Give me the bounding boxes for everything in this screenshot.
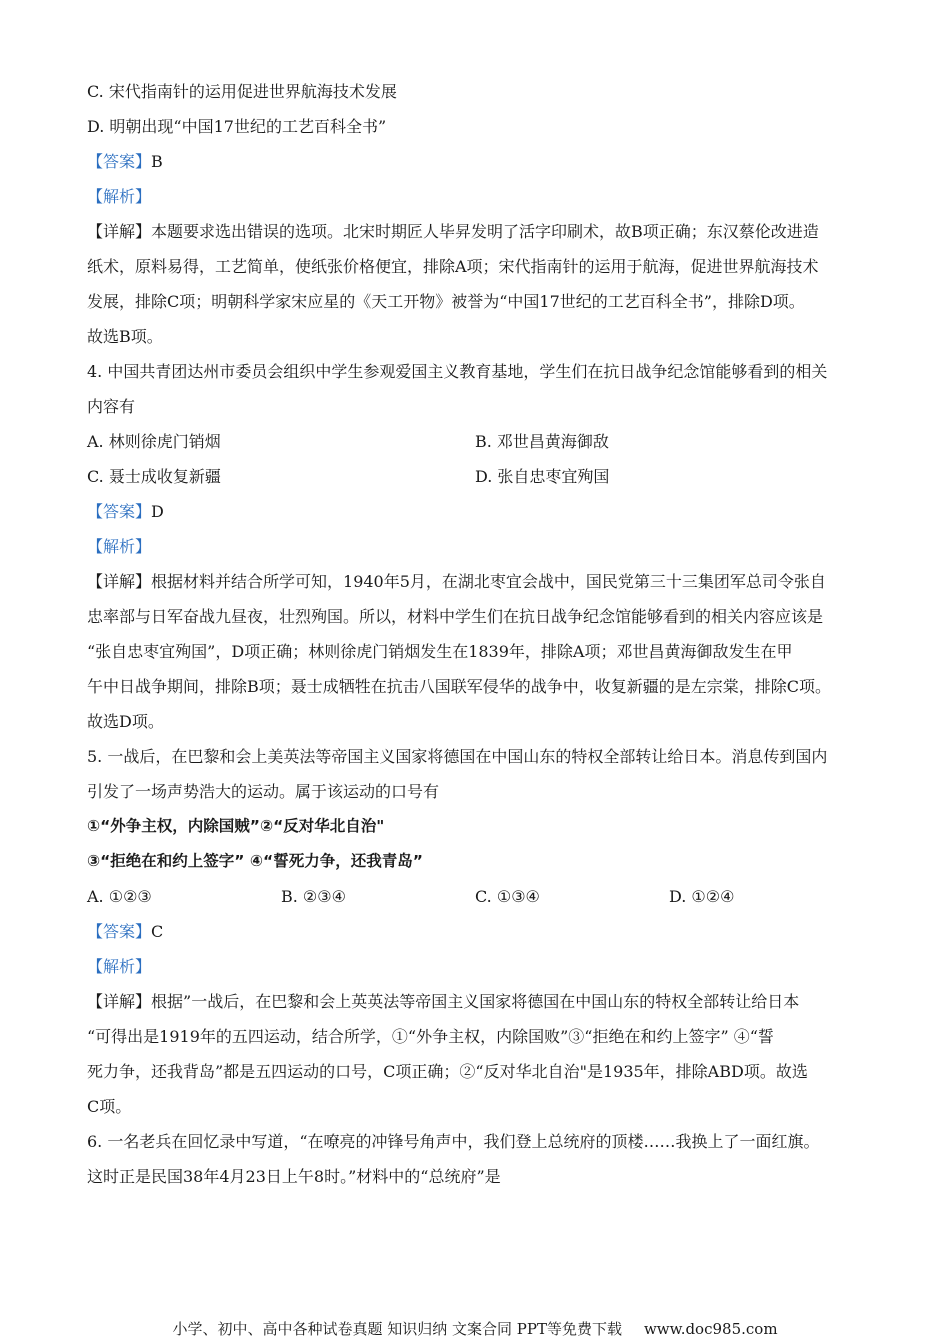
q5-detail-line-4: C项。 — [87, 1097, 132, 1116]
footer-text: 小学、初中、高中各种试卷真题 知识归纳 文案合同 PPT等免费下载 — [172, 1320, 622, 1338]
q5-detail-line-1 — [87, 984, 877, 1019]
q4-analysis-tag: 【解析】 — [87, 537, 152, 556]
q4-answer — [87, 494, 877, 529]
answer-value: C — [151, 922, 164, 941]
detail-tag: 【详解】 — [87, 992, 152, 1011]
q5-slogans-line-2: ③“拒绝在和约上签字” ④“誓死力争，还我青岛” — [87, 852, 423, 870]
detail-tag: 【详解】 — [87, 572, 152, 591]
q3-option-c: C. 宋代指南针的运用促进世界航海技术发展 — [87, 82, 397, 101]
q5-stem-line-2: 引发了一场声势浩大的运动。属于该运动的口号有 — [87, 782, 440, 801]
q4-detail-line-1 — [87, 564, 877, 599]
q3-detail-line-2: 纸术，原料易得，工艺简单，使纸张价格便宜，排除A项；宋代指南针的运用于航海，促进世界航海技术 — [87, 257, 819, 276]
answer-tag: 【答案】 — [87, 922, 152, 941]
footer-url[interactable]: www.doc985.com — [643, 1320, 778, 1338]
detail-text: 根据”一战后，在巴黎和会上英英法等帝国主义国家将德国在中国山东的特权全部转让给日本 — [151, 992, 800, 1011]
q4-detail-line-2: 忠率部与日军奋战九昼夜，壮烈殉国。所以，材料中学生们在抗日战争纪念馆能够看到的相关内容应该是 — [87, 607, 824, 626]
detail-text: 根据材料并结合所学可知，1940年5月，在湖北枣宜会战中，国民党第三十三集团军总司令张自 — [151, 572, 826, 591]
q4-option-b: B. 邓世昌黄海御敌 — [475, 432, 609, 451]
q4-options-row-1 — [87, 424, 877, 459]
q4-stem-line-2: 内容有 — [87, 397, 136, 416]
page-footer — [0, 1318, 950, 1340]
document-body — [87, 74, 877, 1194]
q5-answer — [87, 914, 877, 949]
q4-option-a: A. 林则徐虎门销烟 — [87, 432, 221, 451]
detail-text: 本题要求选出错误的选项。北宋时期匠人毕昇发明了活字印刷术，故B项正确；东汉蔡伦改进造 — [151, 222, 819, 241]
q4-stem-line-1: 4. 中国共青团达州市委员会组织中学生参观爱国主义教育基地，学生们在抗日战争纪念馆能够看到的相关 — [87, 362, 828, 381]
q3-detail-line-3: 发展，排除C项；明朝科学家宋应星的《天工开物》被誉为“中国17世纪的工艺百科全书”，排除D项。 — [87, 292, 805, 311]
q5-option-c: C. ①③④ — [475, 887, 540, 906]
q5-detail-line-2: “可得出是1919年的五四运动，结合所学，①“外争主权，内除国败”③“拒绝在和约上签字” ④“誓 — [87, 1027, 774, 1046]
answer-tag: 【答案】 — [87, 502, 152, 521]
answer-tag: 【答案】 — [87, 152, 152, 171]
q3-answer — [87, 144, 877, 179]
answer-value: D — [151, 502, 164, 521]
q3-detail-line-4: 故选B项。 — [87, 327, 163, 346]
detail-tag: 【详解】 — [87, 222, 152, 241]
q4-options-row-2 — [87, 459, 877, 494]
q4-detail-line-5: 故选D项。 — [87, 712, 164, 731]
q4-detail-line-3: “张自忠枣宜殉国”，D项正确；林则徐虎门销烟发生在1839年，排除A项；邓世昌黄海御敌发生在甲 — [87, 642, 793, 661]
answer-value: B — [151, 152, 163, 171]
q3-option-d: D. 明朝出现“中国17世纪的工艺百科全书” — [87, 117, 387, 136]
q4-detail-line-4: 午中日战争期间，排除B项；聂士成牺牲在抗击八国联军侵华的战争中，收复新疆的是左宗棠，排除C项。 — [87, 677, 832, 696]
q6-stem-line-2: 这时正是民国38年4月23日上午8时。”材料中的“总统府”是 — [87, 1167, 501, 1186]
q3-analysis-tag: 【解析】 — [87, 187, 152, 206]
q5-option-b: B. ②③④ — [281, 887, 346, 906]
q4-option-d: D. 张自忠枣宜殉国 — [475, 467, 610, 486]
q3-detail-line-1 — [87, 214, 877, 249]
q6-stem-line-1: 6. 一名老兵在回忆录中写道，“在嘹亮的冲锋号角声中，我们登上总统府的顶楼……我换上了一面红旗。 — [87, 1132, 820, 1151]
q5-option-d: D. ①②④ — [669, 887, 735, 906]
q5-analysis-tag: 【解析】 — [87, 957, 152, 976]
q5-detail-line-3: 死力争，还我背岛”都是五四运动的口号，C项正确；②“反对华北自治"是1935年，排除ABD项。故选 — [87, 1062, 808, 1081]
q5-option-a: A. ①②③ — [87, 887, 152, 906]
q5-stem-line-1: 5. 一战后，在巴黎和会上美英法等帝国主义国家将德国在中国山东的特权全部转让给日本。消息传到国内 — [87, 747, 828, 766]
q4-option-c: C. 聂士成收复新疆 — [87, 467, 221, 486]
q5-options-row — [87, 879, 877, 914]
q5-slogans-line-1: ①“外争主权，内除国贼”②“反对华北自治" — [87, 817, 385, 835]
